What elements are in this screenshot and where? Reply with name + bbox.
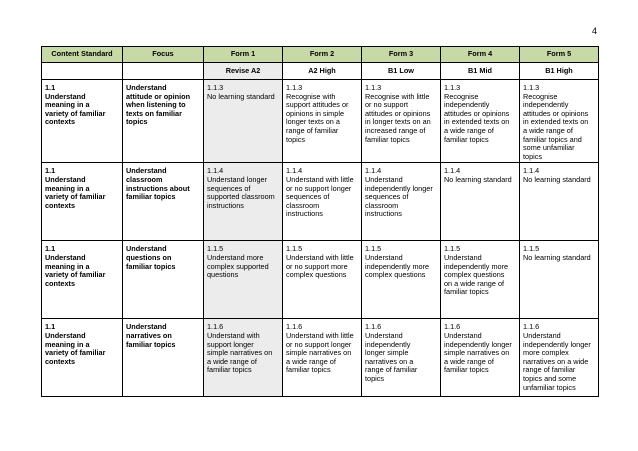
header-row — [42, 47, 599, 63]
header-form-3: Form 3 — [362, 47, 441, 63]
header-content-standard: Content Standard — [42, 47, 123, 63]
content-standard-cell — [42, 163, 123, 241]
form-4-cell — [441, 80, 520, 163]
learning-standard-text: 1.1.6 Understand with support longer simple narratives on a wide range of familiar topics — [207, 322, 273, 375]
table-row — [42, 80, 599, 163]
header-form-4: Form 4 — [441, 47, 520, 63]
focus-text: Understand attitude or opinion when listening to texts on familiar topics — [126, 83, 191, 127]
content-standard-cell — [42, 241, 123, 319]
form-2-cell — [283, 241, 362, 319]
form-3-cell — [362, 241, 441, 319]
learning-standard-text: 1.1.4 No learning standard — [444, 166, 512, 184]
form-2-cell — [283, 80, 362, 163]
focus-cell — [123, 241, 204, 319]
level-cell-content-standard — [42, 63, 123, 80]
curriculum-table — [41, 46, 599, 397]
content-standard-cell — [42, 319, 123, 397]
table-row — [42, 241, 599, 319]
learning-standard-text: 1.1.4 Understand with little or no support longer sequences of classroom instructions — [286, 166, 354, 219]
focus-cell — [123, 163, 204, 241]
learning-standard-text: 1.1.6 Understand independently longer simple narratives on a wide range of familiar topics — [444, 322, 512, 375]
focus-text: Understand questions on familiar topics — [126, 244, 176, 271]
learning-standard-text: 1.1.5 No learning standard — [523, 244, 591, 262]
form-4-cell — [441, 241, 520, 319]
content-standard-text: 1.1 Understand meaning in a variety of familiar contexts — [45, 83, 106, 127]
level-cell-form-4: B1 Mid — [441, 63, 520, 80]
form-4-cell — [441, 163, 520, 241]
form-5-cell — [520, 241, 599, 319]
learning-standard-text: 1.1.5 Understand with little or no support more complex questions — [286, 244, 354, 280]
level-cell-form-5: B1 High — [520, 63, 599, 80]
level-cell-focus — [123, 63, 204, 80]
level-cell-form-3: B1 Low — [362, 63, 441, 80]
content-standard-cell — [42, 80, 123, 163]
form-5-cell — [520, 319, 599, 397]
learning-standard-text: 1.1.3 Recognise independently attitudes or opinions in extended texts on a wide range of familiar topics and some unfamiliar topics — [523, 83, 589, 161]
form-1-cell — [204, 319, 283, 397]
focus-cell — [123, 319, 204, 397]
form-1-cell — [204, 80, 283, 163]
form-1-cell — [204, 241, 283, 319]
form-3-cell — [362, 80, 441, 163]
form-2-cell — [283, 319, 362, 397]
level-cell-form-1: Revise A2 — [204, 63, 283, 80]
content-standard-text: 1.1 Understand meaning in a variety of familiar contexts — [45, 166, 106, 210]
form-2-cell — [283, 163, 362, 241]
table-row — [42, 319, 599, 397]
header-focus: Focus — [123, 47, 204, 63]
learning-standard-text: 1.1.6 Understand independently longer simple narratives on a range of familiar topics — [365, 322, 418, 383]
learning-standard-text: 1.1.3 No learning standard — [207, 83, 275, 101]
learning-standard-text: 1.1.4 Understand longer sequences of supported classroom instructions — [207, 166, 275, 210]
form-4-cell — [441, 319, 520, 397]
focus-text: Understand narratives on familiar topics — [126, 322, 176, 349]
learning-standard-text: 1.1.5 Understand more complex supported questions — [207, 244, 269, 280]
page-number: 4 — [591, 26, 597, 36]
header-form-1: Form 1 — [204, 47, 283, 63]
focus-cell — [123, 80, 204, 163]
form-5-cell — [520, 80, 599, 163]
learning-standard-text: 1.1.6 Understand independently longer more complex narratives on a wide range of familiar topics and some unfamiliar topics — [523, 322, 591, 392]
form-3-cell — [362, 319, 441, 397]
content-standard-text: 1.1 Understand meaning in a variety of familiar contexts — [45, 244, 106, 288]
form-1-cell — [204, 163, 283, 241]
level-row — [42, 63, 599, 80]
learning-standard-text: 1.1.4 No learning standard — [523, 166, 591, 184]
header-form-5: Form 5 — [520, 47, 599, 63]
level-cell-form-2: A2 High — [283, 63, 362, 80]
learning-standard-text: 1.1.3 Recognise independently attitudes or opinions in extended texts on a wide range of familiar topics — [444, 83, 510, 144]
content-standard-text: 1.1 Understand meaning in a variety of familiar contexts — [45, 322, 106, 366]
learning-standard-text: 1.1.5 Understand independently more complex questions on a wide range of familiar topics — [444, 244, 509, 297]
focus-text: Understand classroom instructions about familiar topics — [126, 166, 190, 202]
learning-standard-text: 1.1.3 Recognise with support attitudes or opinions in simple longer texts on a range of familiar topics — [286, 83, 349, 144]
form-3-cell — [362, 163, 441, 241]
learning-standard-text: 1.1.5 Understand independently more complex questions — [365, 244, 430, 280]
table-row — [42, 163, 599, 241]
form-5-cell — [520, 163, 599, 241]
header-form-2: Form 2 — [283, 47, 362, 63]
learning-standard-text: 1.1.3 Recognise with little or no support attitudes or opinions in longer texts on an increased range of familiar topics — [365, 83, 431, 144]
learning-standard-text: 1.1.6 Understand with little or no support longer simple narratives on a wide range of familiar topics — [286, 322, 354, 375]
learning-standard-text: 1.1.4 Understand independently longer sequences of classroom instructions — [365, 166, 433, 219]
